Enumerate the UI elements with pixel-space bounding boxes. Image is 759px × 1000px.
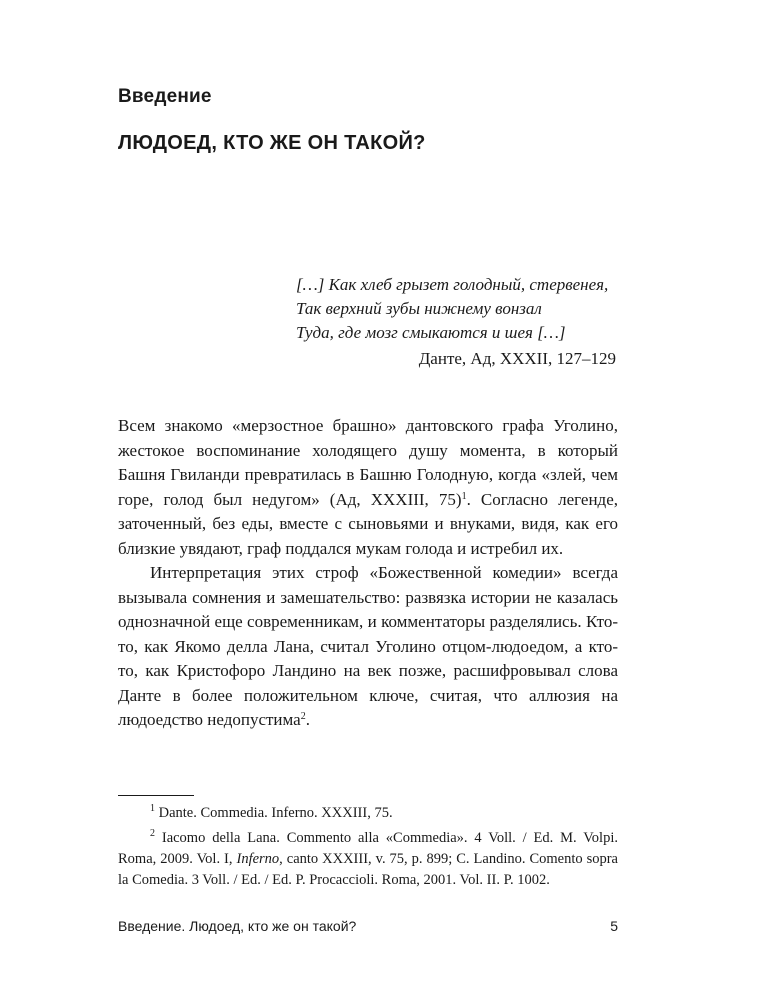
footnote-number: 1 [150, 803, 155, 814]
paragraph [118, 414, 618, 561]
footnote-number: 2 [150, 828, 155, 839]
footnote-text: Iacomo della Lana. Commento alla «Commedia». 4 Voll. / Ed. M. Volpi. Roma, 2009. Vol. I, [118, 830, 618, 867]
footnote-text: , canto XXXIII, v. 75, p. 899; C. Landino. Comento sopra la Comedia. 3 Voll. / Ed. / Ed. P. Procaccioli. Roma, 2001. Vol. II. P. 1002. [118, 851, 618, 888]
section-label: Введение [118, 86, 212, 107]
footnote-text: Dante. Commedia. Inferno. XXXIII, 75. [158, 805, 393, 821]
paragraph [118, 561, 618, 733]
running-footer [118, 918, 618, 934]
footnote-divider [118, 795, 194, 796]
chapter-title: ЛЮДОЕД, КТО ЖЕ ОН ТАКОЙ? [118, 132, 426, 154]
footnote-ref[interactable]: 1 [461, 490, 467, 502]
epigraph-attribution: Данте, Ад, XXXII, 127–129 [418, 349, 616, 368]
footnotes [118, 803, 618, 891]
epigraph-line: Туда, где мозг смыкаются и шея […] [296, 323, 566, 342]
epigraph-line: Так верхний зубы нижнему вонзал [296, 299, 542, 318]
footnote-ref[interactable]: 2 [300, 711, 306, 722]
footnote-italic-text: Inferno [236, 851, 280, 867]
paragraph-text: Интерпретация этих строф «Божественной комедии» всегда вызывала сомнения и замешательство: развязка истории не казалась однозначной еще современникам, и комментаторы разделялись. Кто-то, как Якомо делла Лана, считал Уголино отцом-людоедом, а кто-то, как Кристофоро Ландино на век позже, расшифровывал слова Данте в более положительном ключе, считая, что аллюзия на людоедство недопустима [118, 563, 618, 729]
paragraph-text: . [305, 710, 310, 729]
paragraph-text: . Согласно легенде, заточенный, без еды, вместе с сыновьями и внуками, видя, как его близкие увядают, граф поддался мукам голода и истребил их. [118, 489, 618, 558]
body-text [118, 414, 618, 733]
footnote [118, 828, 618, 891]
epigraph-line: […] Как хлеб грызет голодный, стервенея, [296, 275, 609, 294]
running-title: Введение. Людоед, кто же он такой? [118, 918, 357, 934]
epigraph [296, 273, 616, 371]
paragraph-text: Всем знакомо «мерзостное брашно» дантовского графа Уголино, жестокое воспоминание холодящего душу момента, в который Башня Гвиланди превратилась в Башню Голодную, когда «злей, чем горе, голод был недугом» (Ад, XXXIII, 75) [118, 416, 618, 509]
footnote [118, 803, 618, 824]
page-number: 5 [610, 918, 618, 934]
